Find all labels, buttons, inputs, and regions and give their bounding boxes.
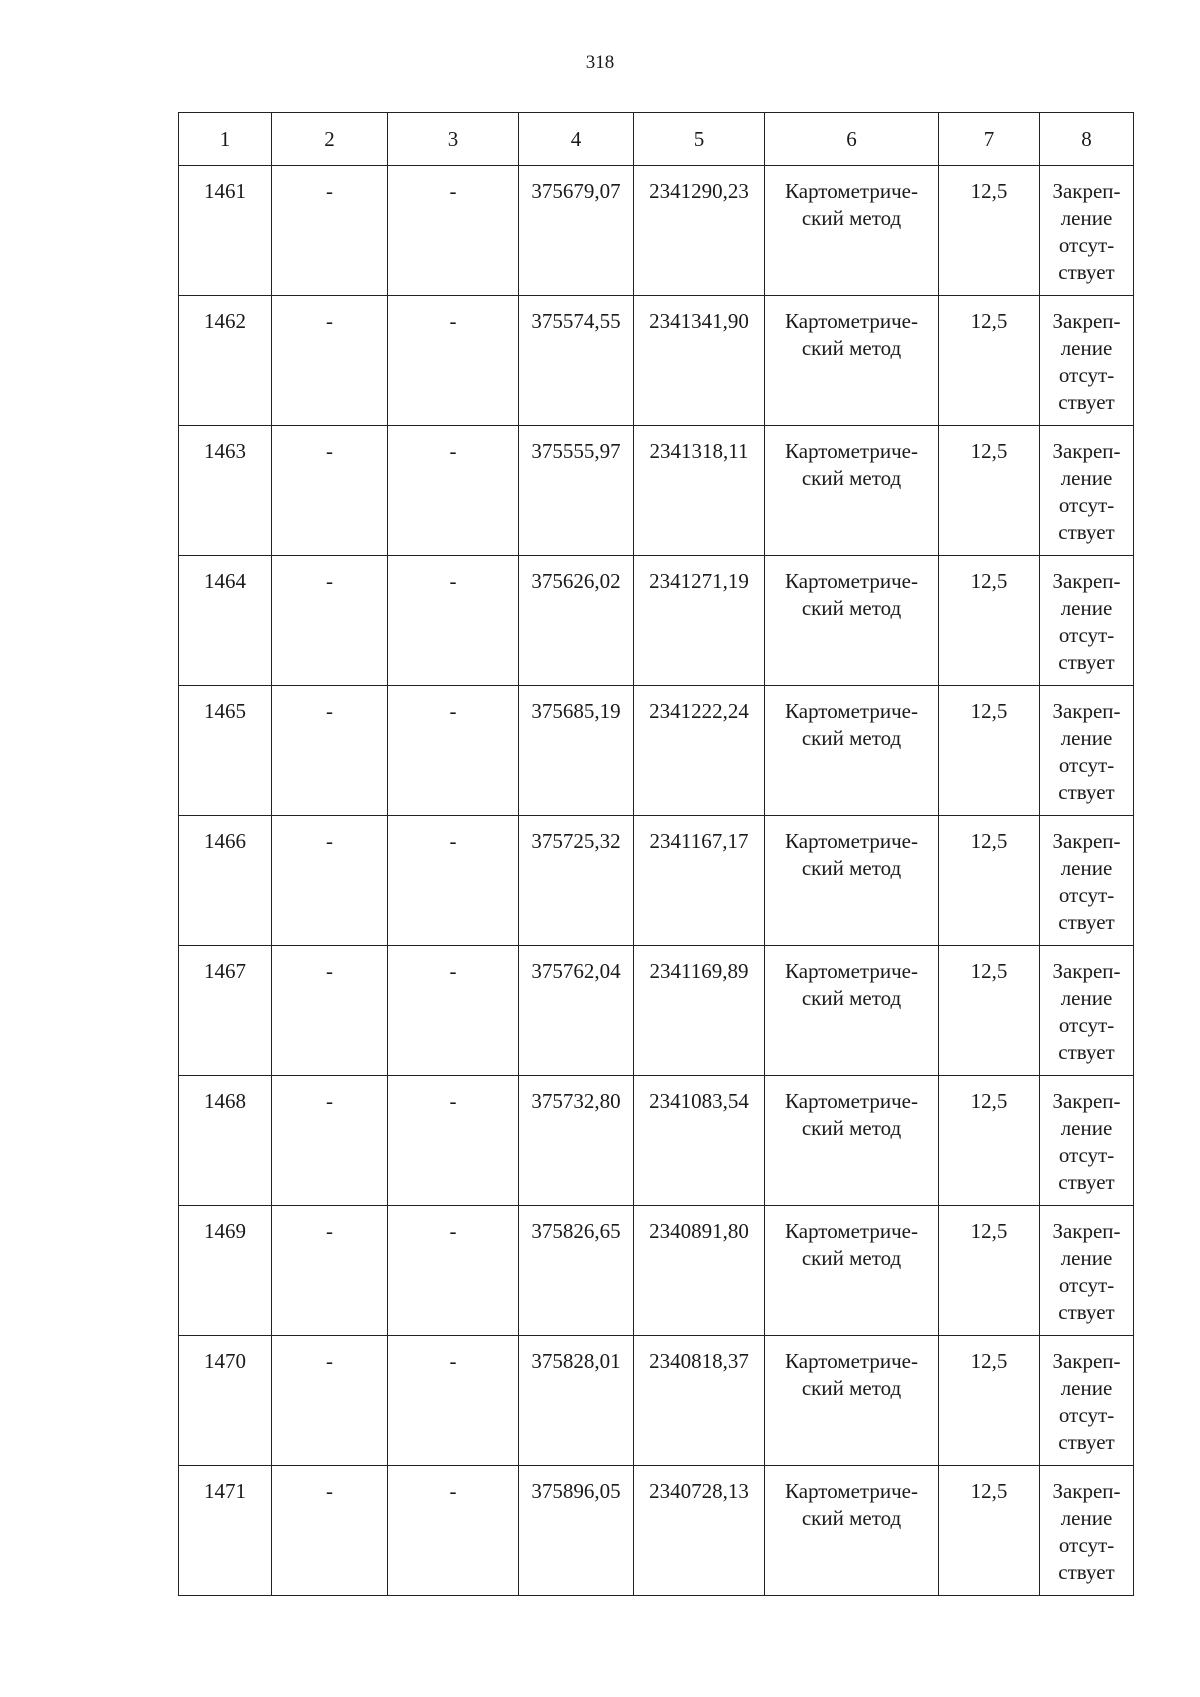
- accuracy-cell: 12,5: [939, 1206, 1040, 1336]
- column-2-cell: -: [272, 1336, 388, 1466]
- y-coordinate-cell: 2341341,90: [634, 296, 765, 426]
- marking-status-line: ление: [1060, 726, 1113, 750]
- y-coordinate-cell: 2341222,24: [634, 686, 765, 816]
- method-line: ский метод: [801, 1116, 902, 1140]
- marking-status-cell: [1040, 426, 1134, 556]
- method-cell: [765, 166, 939, 296]
- table-row: [179, 426, 1134, 556]
- marking-status-line: Закреп-: [1052, 179, 1121, 203]
- x-coordinate-cell: 375828,01: [519, 1336, 634, 1466]
- column-2-cell: -: [272, 816, 388, 946]
- point-number-cell: 1470: [179, 1336, 272, 1466]
- method-line: Картометриче-: [785, 1089, 918, 1113]
- header-col-8: 8: [1040, 113, 1134, 166]
- accuracy-cell: 12,5: [939, 1076, 1040, 1206]
- marking-status-line: ление: [1060, 1116, 1113, 1140]
- marking-status-line: Закреп-: [1052, 959, 1121, 983]
- header-col-4: 4: [519, 113, 634, 166]
- method-cell: [765, 296, 939, 426]
- method-line: Картометриче-: [785, 959, 918, 983]
- column-2-cell: -: [272, 686, 388, 816]
- method-line: Картометриче-: [785, 1479, 918, 1503]
- marking-status-line: ление: [1060, 206, 1113, 230]
- marking-status-cell: [1040, 686, 1134, 816]
- marking-status-line: отсут-: [1058, 363, 1115, 387]
- marking-status-line: ление: [1060, 1506, 1113, 1530]
- x-coordinate-cell: 375626,02: [519, 556, 634, 686]
- column-3-cell: -: [388, 1076, 519, 1206]
- table-row: [179, 556, 1134, 686]
- y-coordinate-cell: 2341271,19: [634, 556, 765, 686]
- marking-status-line: ствует: [1058, 910, 1115, 934]
- marking-status-line: ствует: [1058, 780, 1115, 804]
- method-line: ский метод: [801, 596, 902, 620]
- marking-status-cell: [1040, 1206, 1134, 1336]
- marking-status-line: ление: [1060, 466, 1113, 490]
- marking-status-line: отсут-: [1058, 1013, 1115, 1037]
- method-line: Картометриче-: [785, 829, 918, 853]
- header-col-3: 3: [388, 113, 519, 166]
- method-cell: [765, 816, 939, 946]
- page-number: 318: [585, 52, 615, 73]
- method-cell: [765, 1336, 939, 1466]
- marking-status-line: Закреп-: [1052, 309, 1121, 333]
- table-row: [179, 686, 1134, 816]
- marking-status-cell: [1040, 1466, 1134, 1596]
- marking-status-line: отсут-: [1058, 1143, 1115, 1167]
- column-2-cell: -: [272, 1076, 388, 1206]
- marking-status-line: отсут-: [1058, 1273, 1115, 1297]
- marking-status-line: Закреп-: [1052, 699, 1121, 723]
- x-coordinate-cell: 375679,07: [519, 166, 634, 296]
- header-row: [179, 113, 1134, 166]
- header-col-6: 6: [765, 113, 939, 166]
- method-line: ский метод: [801, 856, 902, 880]
- method-cell: [765, 686, 939, 816]
- marking-status-line: Закреп-: [1052, 569, 1121, 593]
- marking-status-line: ствует: [1058, 1430, 1115, 1454]
- y-coordinate-cell: 2341169,89: [634, 946, 765, 1076]
- column-3-cell: -: [388, 1466, 519, 1596]
- y-coordinate-cell: 2340891,80: [634, 1206, 765, 1336]
- table-row: [179, 1336, 1134, 1466]
- column-2-cell: -: [272, 296, 388, 426]
- point-number-cell: 1462: [179, 296, 272, 426]
- header-col-1: 1: [179, 113, 272, 166]
- accuracy-cell: 12,5: [939, 166, 1040, 296]
- table-row: [179, 166, 1134, 296]
- marking-status-line: Закреп-: [1052, 1479, 1121, 1503]
- method-cell: [765, 946, 939, 1076]
- accuracy-cell: 12,5: [939, 1466, 1040, 1596]
- method-line: Картометриче-: [785, 1219, 918, 1243]
- column-2-cell: -: [272, 1206, 388, 1336]
- column-3-cell: -: [388, 1206, 519, 1336]
- marking-status-line: отсут-: [1058, 1403, 1115, 1427]
- table-body: [179, 166, 1134, 1596]
- point-number-cell: 1471: [179, 1466, 272, 1596]
- marking-status-cell: [1040, 166, 1134, 296]
- method-line: ский метод: [801, 466, 902, 490]
- method-cell: [765, 1076, 939, 1206]
- column-3-cell: -: [388, 556, 519, 686]
- column-3-cell: -: [388, 1336, 519, 1466]
- x-coordinate-cell: 375732,80: [519, 1076, 634, 1206]
- marking-status-line: Закреп-: [1052, 439, 1121, 463]
- marking-status-line: ление: [1060, 1246, 1113, 1270]
- marking-status-cell: [1040, 946, 1134, 1076]
- point-number-cell: 1464: [179, 556, 272, 686]
- header-col-7: 7: [939, 113, 1040, 166]
- x-coordinate-cell: 375762,04: [519, 946, 634, 1076]
- method-line: ский метод: [801, 336, 902, 360]
- marking-status-cell: [1040, 1076, 1134, 1206]
- x-coordinate-cell: 375896,05: [519, 1466, 634, 1596]
- marking-status-cell: [1040, 1336, 1134, 1466]
- x-coordinate-cell: 375685,19: [519, 686, 634, 816]
- x-coordinate-cell: 375826,65: [519, 1206, 634, 1336]
- method-line: Картометриче-: [785, 699, 918, 723]
- table-row: [179, 1076, 1134, 1206]
- method-cell: [765, 556, 939, 686]
- column-2-cell: -: [272, 946, 388, 1076]
- header-col-2: 2: [272, 113, 388, 166]
- accuracy-cell: 12,5: [939, 296, 1040, 426]
- method-cell: [765, 426, 939, 556]
- x-coordinate-cell: 375555,97: [519, 426, 634, 556]
- marking-status-line: ление: [1060, 986, 1113, 1010]
- y-coordinate-cell: 2341083,54: [634, 1076, 765, 1206]
- marking-status-line: ствует: [1058, 1170, 1115, 1194]
- method-line: Картометриче-: [785, 179, 918, 203]
- table-row: [179, 296, 1134, 426]
- column-2-cell: -: [272, 166, 388, 296]
- marking-status-line: ление: [1060, 596, 1113, 620]
- point-number-cell: 1468: [179, 1076, 272, 1206]
- column-3-cell: -: [388, 426, 519, 556]
- column-3-cell: -: [388, 296, 519, 426]
- method-line: Картометриче-: [785, 1349, 918, 1373]
- marking-status-line: ствует: [1058, 650, 1115, 674]
- marking-status-cell: [1040, 296, 1134, 426]
- marking-status-line: отсут-: [1058, 623, 1115, 647]
- marking-status-line: отсут-: [1058, 233, 1115, 257]
- method-cell: [765, 1466, 939, 1596]
- marking-status-line: отсут-: [1058, 753, 1115, 777]
- point-number-cell: 1466: [179, 816, 272, 946]
- accuracy-cell: 12,5: [939, 686, 1040, 816]
- accuracy-cell: 12,5: [939, 556, 1040, 686]
- accuracy-cell: 12,5: [939, 1336, 1040, 1466]
- method-cell: [765, 1206, 939, 1336]
- coordinates-table: [178, 112, 1134, 1596]
- table-row: [179, 816, 1134, 946]
- method-line: ский метод: [801, 1246, 902, 1270]
- marking-status-line: отсут-: [1058, 1533, 1115, 1557]
- table-row: [179, 1206, 1134, 1336]
- accuracy-cell: 12,5: [939, 426, 1040, 556]
- marking-status-line: Закреп-: [1052, 1349, 1121, 1373]
- y-coordinate-cell: 2340728,13: [634, 1466, 765, 1596]
- column-2-cell: -: [272, 556, 388, 686]
- method-line: ский метод: [801, 1376, 902, 1400]
- marking-status-line: ствует: [1058, 260, 1115, 284]
- y-coordinate-cell: 2341318,11: [634, 426, 765, 556]
- marking-status-line: отсут-: [1058, 883, 1115, 907]
- marking-status-line: ствует: [1058, 1560, 1115, 1584]
- method-line: ский метод: [801, 206, 902, 230]
- header-col-5: 5: [634, 113, 765, 166]
- x-coordinate-cell: 375725,32: [519, 816, 634, 946]
- marking-status-line: Закреп-: [1052, 829, 1121, 853]
- marking-status-line: ствует: [1058, 1040, 1115, 1064]
- marking-status-line: ствует: [1058, 390, 1115, 414]
- point-number-cell: 1467: [179, 946, 272, 1076]
- marking-status-line: Закреп-: [1052, 1219, 1121, 1243]
- accuracy-cell: 12,5: [939, 816, 1040, 946]
- column-3-cell: -: [388, 946, 519, 1076]
- method-line: Картометриче-: [785, 309, 918, 333]
- method-line: ский метод: [801, 1506, 902, 1530]
- y-coordinate-cell: 2341290,23: [634, 166, 765, 296]
- column-3-cell: -: [388, 166, 519, 296]
- marking-status-cell: [1040, 556, 1134, 686]
- marking-status-line: ление: [1060, 1376, 1113, 1400]
- marking-status-line: ствует: [1058, 1300, 1115, 1324]
- marking-status-line: ление: [1060, 856, 1113, 880]
- column-3-cell: -: [388, 686, 519, 816]
- method-line: ский метод: [801, 726, 902, 750]
- point-number-cell: 1469: [179, 1206, 272, 1336]
- table-row: [179, 1466, 1134, 1596]
- column-2-cell: -: [272, 1466, 388, 1596]
- column-2-cell: -: [272, 426, 388, 556]
- method-line: Картометриче-: [785, 569, 918, 593]
- marking-status-line: ление: [1060, 336, 1113, 360]
- x-coordinate-cell: 375574,55: [519, 296, 634, 426]
- method-line: ский метод: [801, 986, 902, 1010]
- y-coordinate-cell: 2340818,37: [634, 1336, 765, 1466]
- marking-status-line: ствует: [1058, 520, 1115, 544]
- y-coordinate-cell: 2341167,17: [634, 816, 765, 946]
- table-header: [179, 113, 1134, 166]
- point-number-cell: 1463: [179, 426, 272, 556]
- marking-status-cell: [1040, 816, 1134, 946]
- accuracy-cell: 12,5: [939, 946, 1040, 1076]
- point-number-cell: 1465: [179, 686, 272, 816]
- method-line: Картометриче-: [785, 439, 918, 463]
- column-3-cell: -: [388, 816, 519, 946]
- marking-status-line: Закреп-: [1052, 1089, 1121, 1113]
- point-number-cell: 1461: [179, 166, 272, 296]
- table-row: [179, 946, 1134, 1076]
- marking-status-line: отсут-: [1058, 493, 1115, 517]
